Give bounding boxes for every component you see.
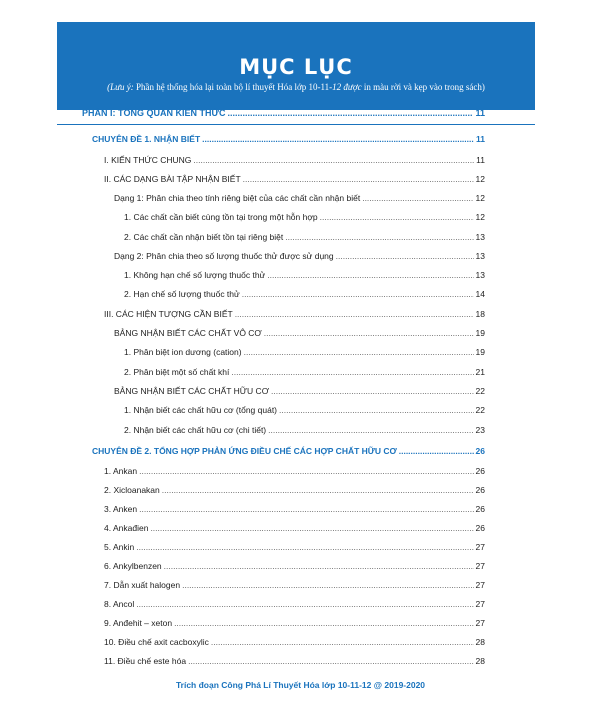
toc-entry[interactable]	[124, 212, 485, 226]
toc-entry[interactable]	[124, 270, 485, 284]
toc-page: 27	[475, 561, 485, 571]
toc-label: 8. Ancol	[104, 599, 135, 609]
toc-leader	[139, 466, 473, 476]
toc-label: 1. Không hạn chế số lượng thuốc thử	[124, 270, 266, 280]
toc-entry[interactable]	[114, 193, 485, 207]
toc-label: CHUYÊN ĐỀ 2. TỔNG HỢP PHẢN ỨNG ĐIỀU CHẾ CÁC HỢP CHẤT HỮU CƠ	[92, 446, 397, 456]
toc-page: 26	[475, 466, 485, 476]
toc-label: 3. Anken	[104, 504, 138, 514]
toc-entry[interactable]	[104, 561, 485, 575]
toc-label: III. CÁC HIỆN TƯỢNG CẦN BIẾT	[104, 309, 233, 319]
toc-page: 28	[475, 637, 485, 647]
toc-label: 6. Ankylbenzen	[104, 561, 162, 571]
note-italic: 12 được	[332, 82, 362, 92]
toc-label: 1. Các chất cần biết cùng tồn tại trong một hỗn hợp	[124, 212, 318, 222]
toc-leader	[150, 523, 473, 533]
toc-leader	[243, 174, 474, 184]
toc-page: 12	[475, 193, 485, 203]
toc-leader	[362, 193, 473, 203]
toc-label: 2. Hạn chế số lượng thuốc thử	[124, 289, 240, 299]
toc-entry[interactable]	[104, 580, 485, 594]
toc-leader	[271, 386, 474, 396]
toc-leader	[231, 367, 473, 377]
toc-label: 2. Phân biệt một số chất khí	[124, 367, 230, 377]
toc-page: 13	[475, 232, 485, 242]
toc-label: 5. Ankin	[104, 542, 135, 552]
page-footer: Trích đoạn Công Phá Lí Thuyết Hóa lớp 10-11-12 @ 2019-2020	[175, 680, 426, 690]
toc-label: Dạng 1: Phân chia theo tính riêng biệt của các chất cần nhận biết	[114, 193, 361, 203]
toc-page: 13	[475, 251, 485, 261]
toc-entry[interactable]	[124, 232, 485, 246]
toc-leader	[174, 618, 473, 628]
toc-page: 19	[475, 328, 485, 338]
toc-page: 14	[475, 289, 485, 299]
toc-page: 28	[475, 656, 485, 666]
toc-entry[interactable]	[104, 466, 485, 480]
toc-leader	[136, 599, 473, 609]
toc-page: 11	[476, 134, 485, 144]
toc-page: 11	[476, 155, 485, 165]
toc-entry[interactable]	[114, 386, 485, 400]
toc-label: 11. Điều chế este hóa	[104, 656, 187, 666]
toc-page: 27	[475, 599, 485, 609]
note-suffix: in màu rời và kẹp vào trong sách)	[361, 82, 485, 92]
toc-entry[interactable]	[124, 405, 485, 419]
toc-leader	[399, 446, 474, 456]
toc-page: 27	[475, 580, 485, 590]
toc-page: 23	[475, 425, 485, 435]
title-banner	[57, 22, 535, 110]
toc-leader	[162, 485, 474, 495]
toc-label: 9. Anđehit – xeton	[104, 618, 173, 628]
toc-entry[interactable]	[114, 328, 485, 342]
banner-note	[57, 82, 535, 93]
toc-leader	[202, 134, 474, 144]
toc-entry[interactable]	[104, 542, 485, 556]
toc-label: 1. Nhận biết các chất hữu cơ (tổng quát)	[124, 405, 278, 415]
toc-leader	[264, 328, 474, 338]
toc-page: 22	[475, 405, 485, 415]
toc-entry[interactable]	[124, 347, 485, 361]
toc-page: 12	[475, 174, 485, 184]
toc-label: 10. Điều chế axit cacboxylic	[104, 637, 209, 647]
toc-leader	[279, 405, 474, 415]
toc-leader	[182, 580, 473, 590]
toc-leader	[164, 561, 474, 571]
toc-label: I. KIẾN THỨC CHUNG	[104, 155, 192, 165]
toc-page: 19	[475, 347, 485, 357]
toc-entry[interactable]	[104, 155, 485, 169]
toc-page: 18	[475, 309, 485, 319]
toc-label: II. CÁC DẠNG BÀI TẬP NHẬN BIẾT	[104, 174, 241, 184]
note-body: Phần hệ thống hóa lại toàn bộ lí thuyết Hóa lớp 10-11-	[133, 82, 333, 92]
toc-entry[interactable]	[104, 637, 485, 651]
toc-leader	[267, 270, 473, 280]
toc-leader	[336, 251, 474, 261]
toc-leader	[244, 347, 474, 357]
page-title: MỤC LỤC	[239, 55, 353, 79]
toc-page: 22	[475, 386, 485, 396]
toc-label: 2. Các chất cần nhận biết tồn tại riêng biệt	[124, 232, 284, 242]
toc-label: 1. Ankan	[104, 466, 138, 476]
toc-leader	[136, 542, 473, 552]
toc-leader	[193, 155, 474, 165]
toc-entry[interactable]	[124, 289, 485, 303]
toc-label: 7. Dẫn xuất halogen	[104, 580, 181, 590]
toc-page: 21	[475, 367, 485, 377]
toc-label: BẢNG NHẬN BIẾT CÁC CHẤT VÔ CƠ	[114, 328, 262, 338]
toc-entry[interactable]	[104, 309, 485, 323]
toc-entry[interactable]	[124, 425, 485, 439]
toc-label: 1. Phân biệt ion dương (cation)	[124, 347, 242, 357]
toc-label: 2. Xicloanakan	[104, 485, 160, 495]
toc-entry[interactable]	[92, 446, 485, 460]
toc-entry[interactable]	[104, 523, 485, 537]
toc-entry[interactable]	[104, 174, 485, 188]
toc-entry[interactable]	[114, 251, 485, 265]
toc-label: 4. Ankađien	[104, 523, 149, 533]
toc-page: 26	[475, 523, 485, 533]
toc-page: 26	[475, 485, 485, 495]
toc-leader	[242, 289, 474, 299]
toc-entry[interactable]	[104, 618, 485, 632]
toc-leader	[285, 232, 473, 242]
toc-page: 13	[475, 270, 485, 280]
toc-label: PHẦN I: TỔNG QUAN KIẾN THỨC	[82, 108, 226, 118]
toc-leader	[211, 637, 474, 647]
toc-leader	[139, 504, 473, 514]
toc-label: Dạng 2: Phân chia theo số lượng thuốc thử được sử dụng	[114, 251, 334, 261]
toc-page: 27	[475, 542, 485, 552]
toc-label: CHUYÊN ĐỀ 1. NHẬN BIẾT	[92, 134, 201, 144]
toc-leader	[320, 212, 474, 222]
toc-entry[interactable]	[92, 134, 485, 148]
toc-label: BẢNG NHẬN BIẾT CÁC CHẤT HỮU CƠ	[114, 386, 269, 396]
toc-entry[interactable]	[104, 485, 485, 499]
toc-entry[interactable]	[124, 367, 485, 381]
toc-leader	[235, 309, 474, 319]
toc-entry[interactable]	[104, 504, 485, 518]
toc-entry[interactable]	[104, 656, 485, 670]
toc-page: 27	[475, 618, 485, 628]
toc-label: 2. Nhận biết các chất hữu cơ (chi tiết)	[124, 425, 267, 435]
toc-page: 26	[475, 446, 485, 456]
toc-page: 12	[475, 212, 485, 222]
part-divider	[57, 103, 535, 125]
toc-entry[interactable]	[104, 599, 485, 613]
toc-page: 11	[475, 108, 485, 118]
toc-leader	[268, 425, 473, 435]
toc-page: 26	[475, 504, 485, 514]
toc-leader	[188, 656, 473, 666]
note-prefix: (Lưu ý:	[107, 82, 134, 92]
